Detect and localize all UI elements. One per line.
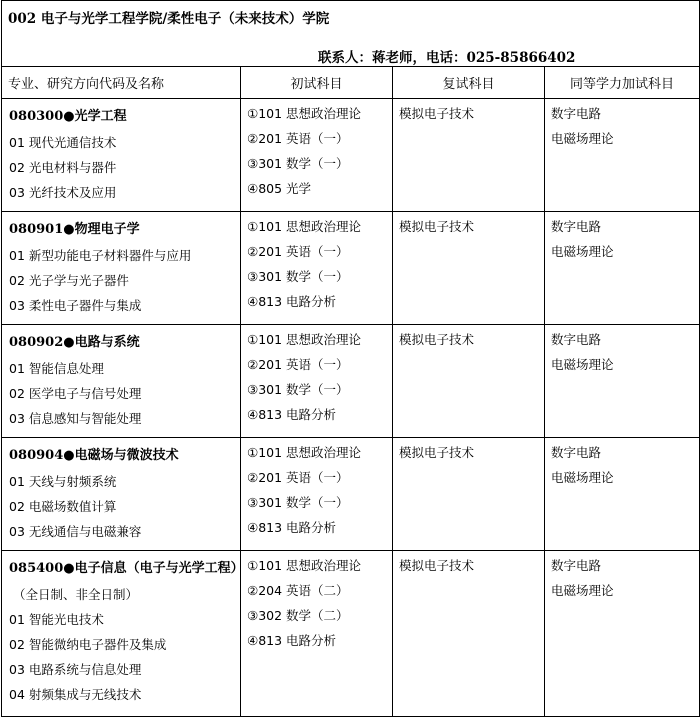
program-note: （全日制、非全日制）: [13, 587, 139, 602]
direction-item: 04 射频集成与无线技术: [9, 687, 142, 702]
extra-subject: 电磁场理论: [551, 470, 614, 485]
exam-subject: ②204 英语（二）: [247, 583, 349, 598]
program-title: 085400●电子信息（电子与光学工程）: [9, 561, 244, 576]
program-cell: [2, 438, 241, 551]
direction-item: 02 电磁场数值计算: [9, 499, 117, 514]
exam-subject: ①101 思想政治理论: [247, 332, 362, 347]
exam-subject: ②201 英语（一）: [247, 244, 349, 259]
department-title: 002 电子与光学工程学院/柔性电子（未来技术）学院: [8, 11, 330, 27]
direction-item: 03 柔性电子器件与集成: [9, 298, 142, 313]
exam-subject: ④813 电路分析: [247, 294, 337, 309]
extra-subject: 数字电路: [551, 106, 602, 121]
retest-subjects-cell: [393, 212, 545, 325]
exam-subject: ①101 思想政治理论: [247, 445, 362, 460]
extra-subjects-cell: [545, 212, 700, 325]
extra-subject: 电磁场理论: [551, 244, 614, 259]
contact-info: 联系人：蒋老师，电话：025-85866402: [318, 50, 576, 66]
extra-subject: 电磁场理论: [551, 583, 614, 598]
direction-item: 01 智能光电技术: [9, 612, 104, 627]
extra-subject: 数字电路: [551, 219, 602, 234]
program-cell: [2, 212, 241, 325]
exam-subject: ②201 英语（一）: [247, 131, 349, 146]
extra-subject: 数字电路: [551, 445, 602, 460]
direction-item: 01 新型功能电子材料器件与应用: [9, 248, 192, 263]
exam-subject: ④813 电路分析: [247, 520, 337, 535]
direction-item: 03 电路系统与信息处理: [9, 662, 142, 677]
exam-subject: ④805 光学: [247, 181, 312, 196]
extra-subjects-cell: [545, 551, 700, 717]
exam-subject: ①101 思想政治理论: [247, 558, 362, 573]
retest-subject: 模拟电子技术: [399, 558, 475, 573]
exam-subjects-cell: [241, 551, 393, 717]
direction-item: 03 无线通信与电磁兼容: [9, 524, 142, 539]
column-header-exam: 初试科目: [241, 67, 393, 99]
program-row: [2, 551, 700, 717]
column-header-row: [2, 67, 700, 99]
exam-subjects-cell: [241, 212, 393, 325]
direction-item: 01 现代光通信技术: [9, 135, 117, 150]
exam-subject: ②201 英语（一）: [247, 470, 349, 485]
program-row: [2, 438, 700, 551]
direction-item: 01 智能信息处理: [9, 361, 104, 376]
program-row: [2, 99, 700, 212]
column-header-program: 专业、研究方向代码及名称: [2, 67, 241, 99]
retest-subjects-cell: [393, 551, 545, 717]
program-cell: [2, 551, 244, 717]
retest-subject: 模拟电子技术: [399, 106, 475, 121]
direction-item: 03 信息感知与智能处理: [9, 411, 142, 426]
retest-subjects-cell: [393, 99, 545, 212]
exam-subject: ②201 英语（一）: [247, 357, 349, 372]
extra-subject: 电磁场理论: [551, 131, 614, 146]
direction-item: 02 光电材料与器件: [9, 160, 117, 175]
program-title: 080300●光学工程: [9, 109, 127, 124]
exam-subject: ③302 数学（二）: [247, 608, 349, 623]
column-header-retest: 复试科目: [393, 67, 545, 99]
exam-subject: ③301 数学（一）: [247, 495, 349, 510]
retest-subject: 模拟电子技术: [399, 445, 475, 460]
direction-item: 02 智能微纳电子器件及集成: [9, 637, 167, 652]
retest-subject: 模拟电子技术: [399, 332, 475, 347]
retest-subjects-cell: [393, 438, 545, 551]
program-title: 080902●电路与系统: [9, 335, 140, 350]
extra-subject: 数字电路: [551, 332, 602, 347]
extra-subjects-cell: [545, 438, 700, 551]
exam-subjects-cell: [241, 438, 393, 551]
program-cell: [2, 99, 241, 212]
department-header: [2, 1, 700, 67]
exam-subject: ①101 思想政治理论: [247, 106, 362, 121]
direction-item: 01 天线与射频系统: [9, 474, 117, 489]
exam-subject: ③301 数学（一）: [247, 156, 349, 171]
program-row: [2, 325, 700, 438]
extra-subject: 数字电路: [551, 558, 602, 573]
exam-subjects-cell: [241, 325, 393, 438]
exam-subject: ④813 电路分析: [247, 633, 337, 648]
program-title: 080904●电磁场与微波技术: [9, 448, 179, 463]
direction-item: 02 医学电子与信号处理: [9, 386, 142, 401]
program-cell: [2, 325, 241, 438]
program-row: [2, 212, 700, 325]
extra-subjects-cell: [545, 325, 700, 438]
retest-subject: 模拟电子技术: [399, 219, 475, 234]
exam-subject: ④813 电路分析: [247, 407, 337, 422]
direction-item: 02 光子学与光子器件: [9, 273, 129, 288]
exam-subject: ①101 思想政治理论: [247, 219, 362, 234]
extra-subject: 电磁场理论: [551, 357, 614, 372]
program-title: 080901●物理电子学: [9, 222, 140, 237]
retest-subjects-cell: [393, 325, 545, 438]
extra-subjects-cell: [545, 99, 700, 212]
exam-subject: ③301 数学（一）: [247, 382, 349, 397]
exam-subject: ③301 数学（一）: [247, 269, 349, 284]
direction-item: 03 光纤技术及应用: [9, 185, 117, 200]
catalog-table: [1, 0, 700, 717]
exam-subjects-cell: [241, 99, 393, 212]
column-header-extra: 同等学力加试科目: [545, 67, 700, 99]
